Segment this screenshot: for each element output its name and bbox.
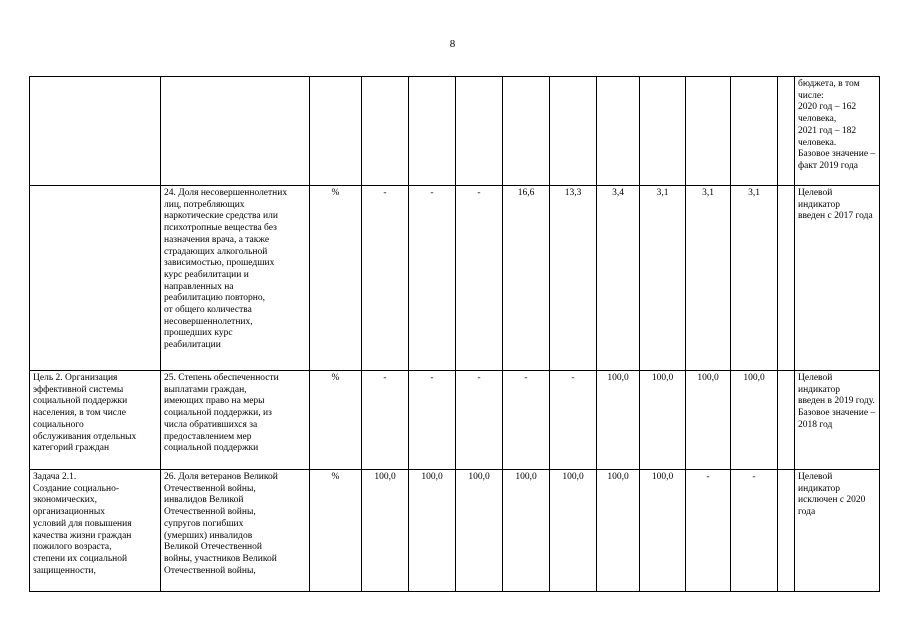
indicators-table [29,76,880,592]
value-cell [550,77,597,186]
value-cell [778,186,795,371]
note-cell: Целевой индикатор введен с 2017 года [795,186,880,371]
value-cell [778,77,795,186]
goal-cell [30,77,161,186]
value-cell: 100,0 [640,470,686,592]
value-cell: 100,0 [550,470,597,592]
table-row [30,470,880,592]
table-row [30,371,880,470]
value-cell: - [409,186,456,371]
value-cell: 100,0 [640,371,686,470]
value-cell: 100,0 [362,470,409,592]
value-cell: 13,3 [550,186,597,371]
value-cell [456,77,503,186]
note-cell: бюджета, в том числе: 2020 год – 162 человека, 2021 год – 182 человека. Базовое значение – факт 2019 года [795,77,880,186]
value-cell: 100,0 [409,470,456,592]
note-cell: Целевой индикатор введен в 2019 году. Базовое значение – 2018 год [795,371,880,470]
value-cell: 3,1 [686,186,731,371]
value-cell: 100,0 [456,470,503,592]
value-cell [686,77,731,186]
value-cell [640,77,686,186]
value-cell: 100,0 [731,371,778,470]
indicator-cell: 25. Степень обеспеченности выплатами граждан, имеющих право на меры социальной поддержки, из числа обратившихся за предоставлением мер социальной поддержки [161,371,310,470]
value-cell: 100,0 [686,371,731,470]
unit-cell: % [310,371,362,470]
value-cell [362,77,409,186]
value-cell: - [362,186,409,371]
indicator-cell: 24. Доля несовершеннолетних лиц, потребляющих наркотические средства или психотропные вещества без назначения врача, а также страдающих алкогольной зависимостью, прошедших курс реабилитации и направленных на реабилитацию повторно, от общего количества несовершеннолетних, прошедших курс реабилитации [161,186,310,371]
value-cell [731,77,778,186]
unit-cell: % [310,470,362,592]
table-row [30,77,880,186]
value-cell: - [550,371,597,470]
value-cell: 3,1 [731,186,778,371]
indicator-cell [161,77,310,186]
value-cell: 16,6 [503,186,550,371]
page-number: 8 [449,38,456,50]
goal-cell: Цель 2. Организация эффективной системы социальной поддержки населения, в том числе социального обслуживания отдельных категорий граждан [30,371,161,470]
table-row [30,186,880,371]
value-cell [503,77,550,186]
value-cell [778,470,795,592]
value-cell [597,77,640,186]
value-cell: - [456,186,503,371]
value-cell: - [686,470,731,592]
value-cell: - [731,470,778,592]
value-cell: 100,0 [597,371,640,470]
value-cell: - [362,371,409,470]
unit-cell [310,77,362,186]
value-cell: - [503,371,550,470]
indicator-cell: 26. Доля ветеранов Великой Отечественной войны, инвалидов Великой Отечественной войны, супругов погибших (умерших) инвалидов Великой Отечественной войны, участников Великой Отечественной войны, [161,470,310,592]
value-cell: 100,0 [503,470,550,592]
goal-cell: Задача 2.1. Создание социально- экономических, организационных условий для повышения качества жизни граждан пожилого возраста, степени их социальной защищенности, [30,470,161,592]
unit-cell: % [310,186,362,371]
value-cell: - [409,371,456,470]
note-cell: Целевой индикатор исключен с 2020 года [795,470,880,592]
value-cell: 100,0 [597,470,640,592]
value-cell: 3,4 [597,186,640,371]
value-cell [778,371,795,470]
value-cell: 3,1 [640,186,686,371]
value-cell: - [456,371,503,470]
goal-cell [30,186,161,371]
value-cell [409,77,456,186]
